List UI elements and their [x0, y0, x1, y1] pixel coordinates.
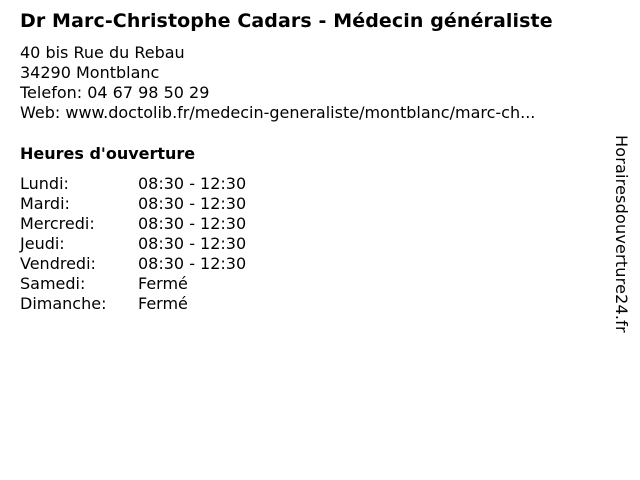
day-label: Mercredi: — [20, 214, 95, 233]
hours-row-thursday — [20, 234, 246, 254]
hours-row-wednesday — [20, 214, 246, 234]
street-address: 40 bis Rue du Rebau — [20, 43, 185, 62]
day-label: Lundi: — [20, 174, 69, 193]
time-value: 08:30 - 12:30 — [138, 254, 247, 273]
time-value: 08:30 - 12:30 — [138, 194, 247, 213]
time-value: Fermé — [138, 294, 188, 313]
time-value: 08:30 - 12:30 — [138, 234, 247, 253]
page-title: Dr Marc-Christophe Cadars - Médecin généraliste — [20, 10, 553, 32]
hours-row-monday — [20, 174, 246, 194]
time-value: 08:30 - 12:30 — [138, 174, 247, 193]
opening-hours-heading: Heures d'ouverture — [20, 144, 196, 163]
time-value: 08:30 - 12:30 — [138, 214, 247, 233]
day-label: Mardi: — [20, 194, 70, 213]
city-address: 34290 Montblanc — [20, 63, 160, 82]
site-watermark: Horairesdouverture24.fr — [612, 135, 631, 333]
contact-info — [20, 43, 535, 123]
hours-row-sunday — [20, 294, 246, 314]
day-label: Jeudi: — [20, 234, 65, 253]
hours-row-friday — [20, 254, 246, 274]
phone-number: Telefon: 04 67 98 50 29 — [20, 83, 210, 102]
hours-row-tuesday — [20, 194, 246, 214]
day-label: Samedi: — [20, 274, 86, 293]
opening-hours-table — [20, 174, 246, 314]
day-label: Vendredi: — [20, 254, 96, 273]
time-value: Fermé — [138, 274, 188, 293]
day-label: Dimanche: — [20, 294, 107, 313]
website-link[interactable]: Web: www.doctolib.fr/medecin-generaliste/montblanc/marc-ch... — [20, 103, 536, 122]
hours-row-saturday — [20, 274, 246, 294]
